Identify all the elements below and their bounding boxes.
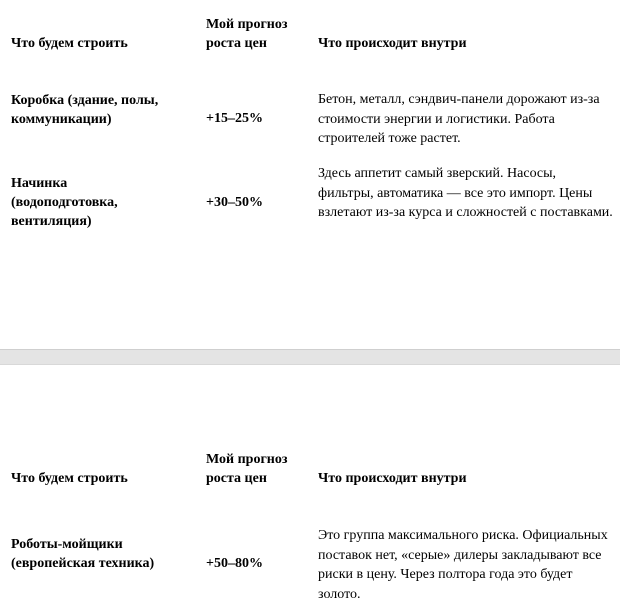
header-price-forecast: Мой прогноз роста цен	[206, 452, 288, 486]
page-separator	[0, 349, 620, 365]
header-what-to-build: Что будем строить	[11, 471, 128, 486]
header-price-forecast: Мой прогноз роста цен	[206, 17, 288, 51]
row-1-forecast: +15–25%	[206, 111, 263, 126]
row-2-forecast: +30–50%	[206, 195, 263, 210]
header-what-happens-inside: Что происходит внутри	[318, 471, 467, 486]
row-3-forecast: +50–80%	[206, 556, 263, 571]
document-page-2	[0, 365, 620, 615]
row-2-inside: Здесь аппетит самый зверский. Насосы, фильтры, автоматика — все это импорт. Цены взлетают из-за курса и сложностей с поставками.	[318, 166, 613, 220]
row-1-inside: Бетон, металл, сэндвич-панели дорожают из-за стоимости энергии и логистики. Работа строителей тоже растет.	[318, 92, 600, 146]
row-2-what: Начинка (водоподготовка, вентиляция)	[11, 176, 118, 229]
row-3-inside: Это группа максимального риска. Официальных поставок нет, «серые» дилеры закладывают все риски в цену. Через полтора года это будет золото.	[318, 528, 608, 602]
header-what-happens-inside: Что происходит внутри	[318, 36, 467, 51]
row-3-what: Роботы-мойщики (европейская техника)	[11, 537, 155, 571]
row-1-what: Коробка (здание, полы, коммуникации)	[11, 93, 159, 127]
header-what-to-build: Что будем строить	[11, 36, 128, 51]
